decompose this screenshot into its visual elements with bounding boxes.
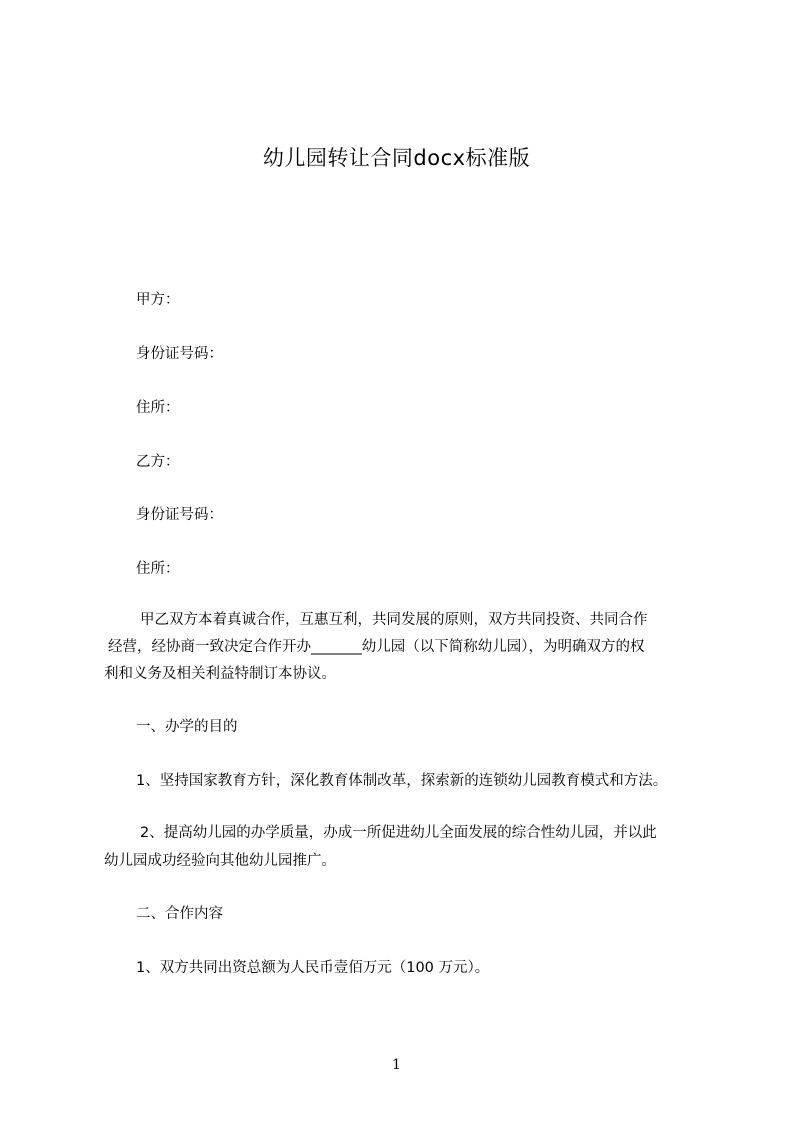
section-1-item-1: 1、坚持国家教育方针，深化教育体制改革，探索新的连锁幼儿园教育模式和方法。 bbox=[136, 773, 668, 789]
section-1-heading: 一、办学的目的 bbox=[136, 719, 238, 735]
section-2-heading: 二、合作内容 bbox=[136, 906, 223, 922]
intro-paragraph-line-2: 经营，经协商一致决定合作开办_______幼儿园（以下简称幼儿园），为明确双方的权 bbox=[108, 639, 645, 655]
section-1-item-2-line-1: 2、提高幼儿园的办学质量，办成一所促进幼儿全面发展的综合性幼儿园，并以此 bbox=[140, 825, 657, 841]
section-2-item-1: 1、双方共同出资总额为人民币壹佰万元（100 万元）。 bbox=[136, 960, 490, 976]
party-a-id-label: 身份证号码： bbox=[136, 346, 223, 362]
document-title: 幼儿园转让合同docx标准版 bbox=[262, 146, 531, 170]
party-b-label: 乙方： bbox=[136, 454, 180, 470]
party-b-address-label: 住所： bbox=[136, 561, 180, 577]
party-b-id-label: 身份证号码： bbox=[136, 507, 223, 523]
party-a-label: 甲方： bbox=[136, 292, 180, 308]
intro-paragraph-line-1: 甲乙双方本着真诚合作，互惠互利，共同发展的原则，双方共同投资、共同合作 bbox=[140, 612, 648, 628]
intro-paragraph-line-3: 利和义务及相关利益特制订本协议。 bbox=[104, 666, 336, 682]
page-number: 1 bbox=[392, 1057, 401, 1073]
party-a-address-label: 住所： bbox=[136, 400, 180, 416]
section-1-item-2-line-2: 幼儿园成功经验向其他幼儿园推广。 bbox=[104, 853, 336, 869]
